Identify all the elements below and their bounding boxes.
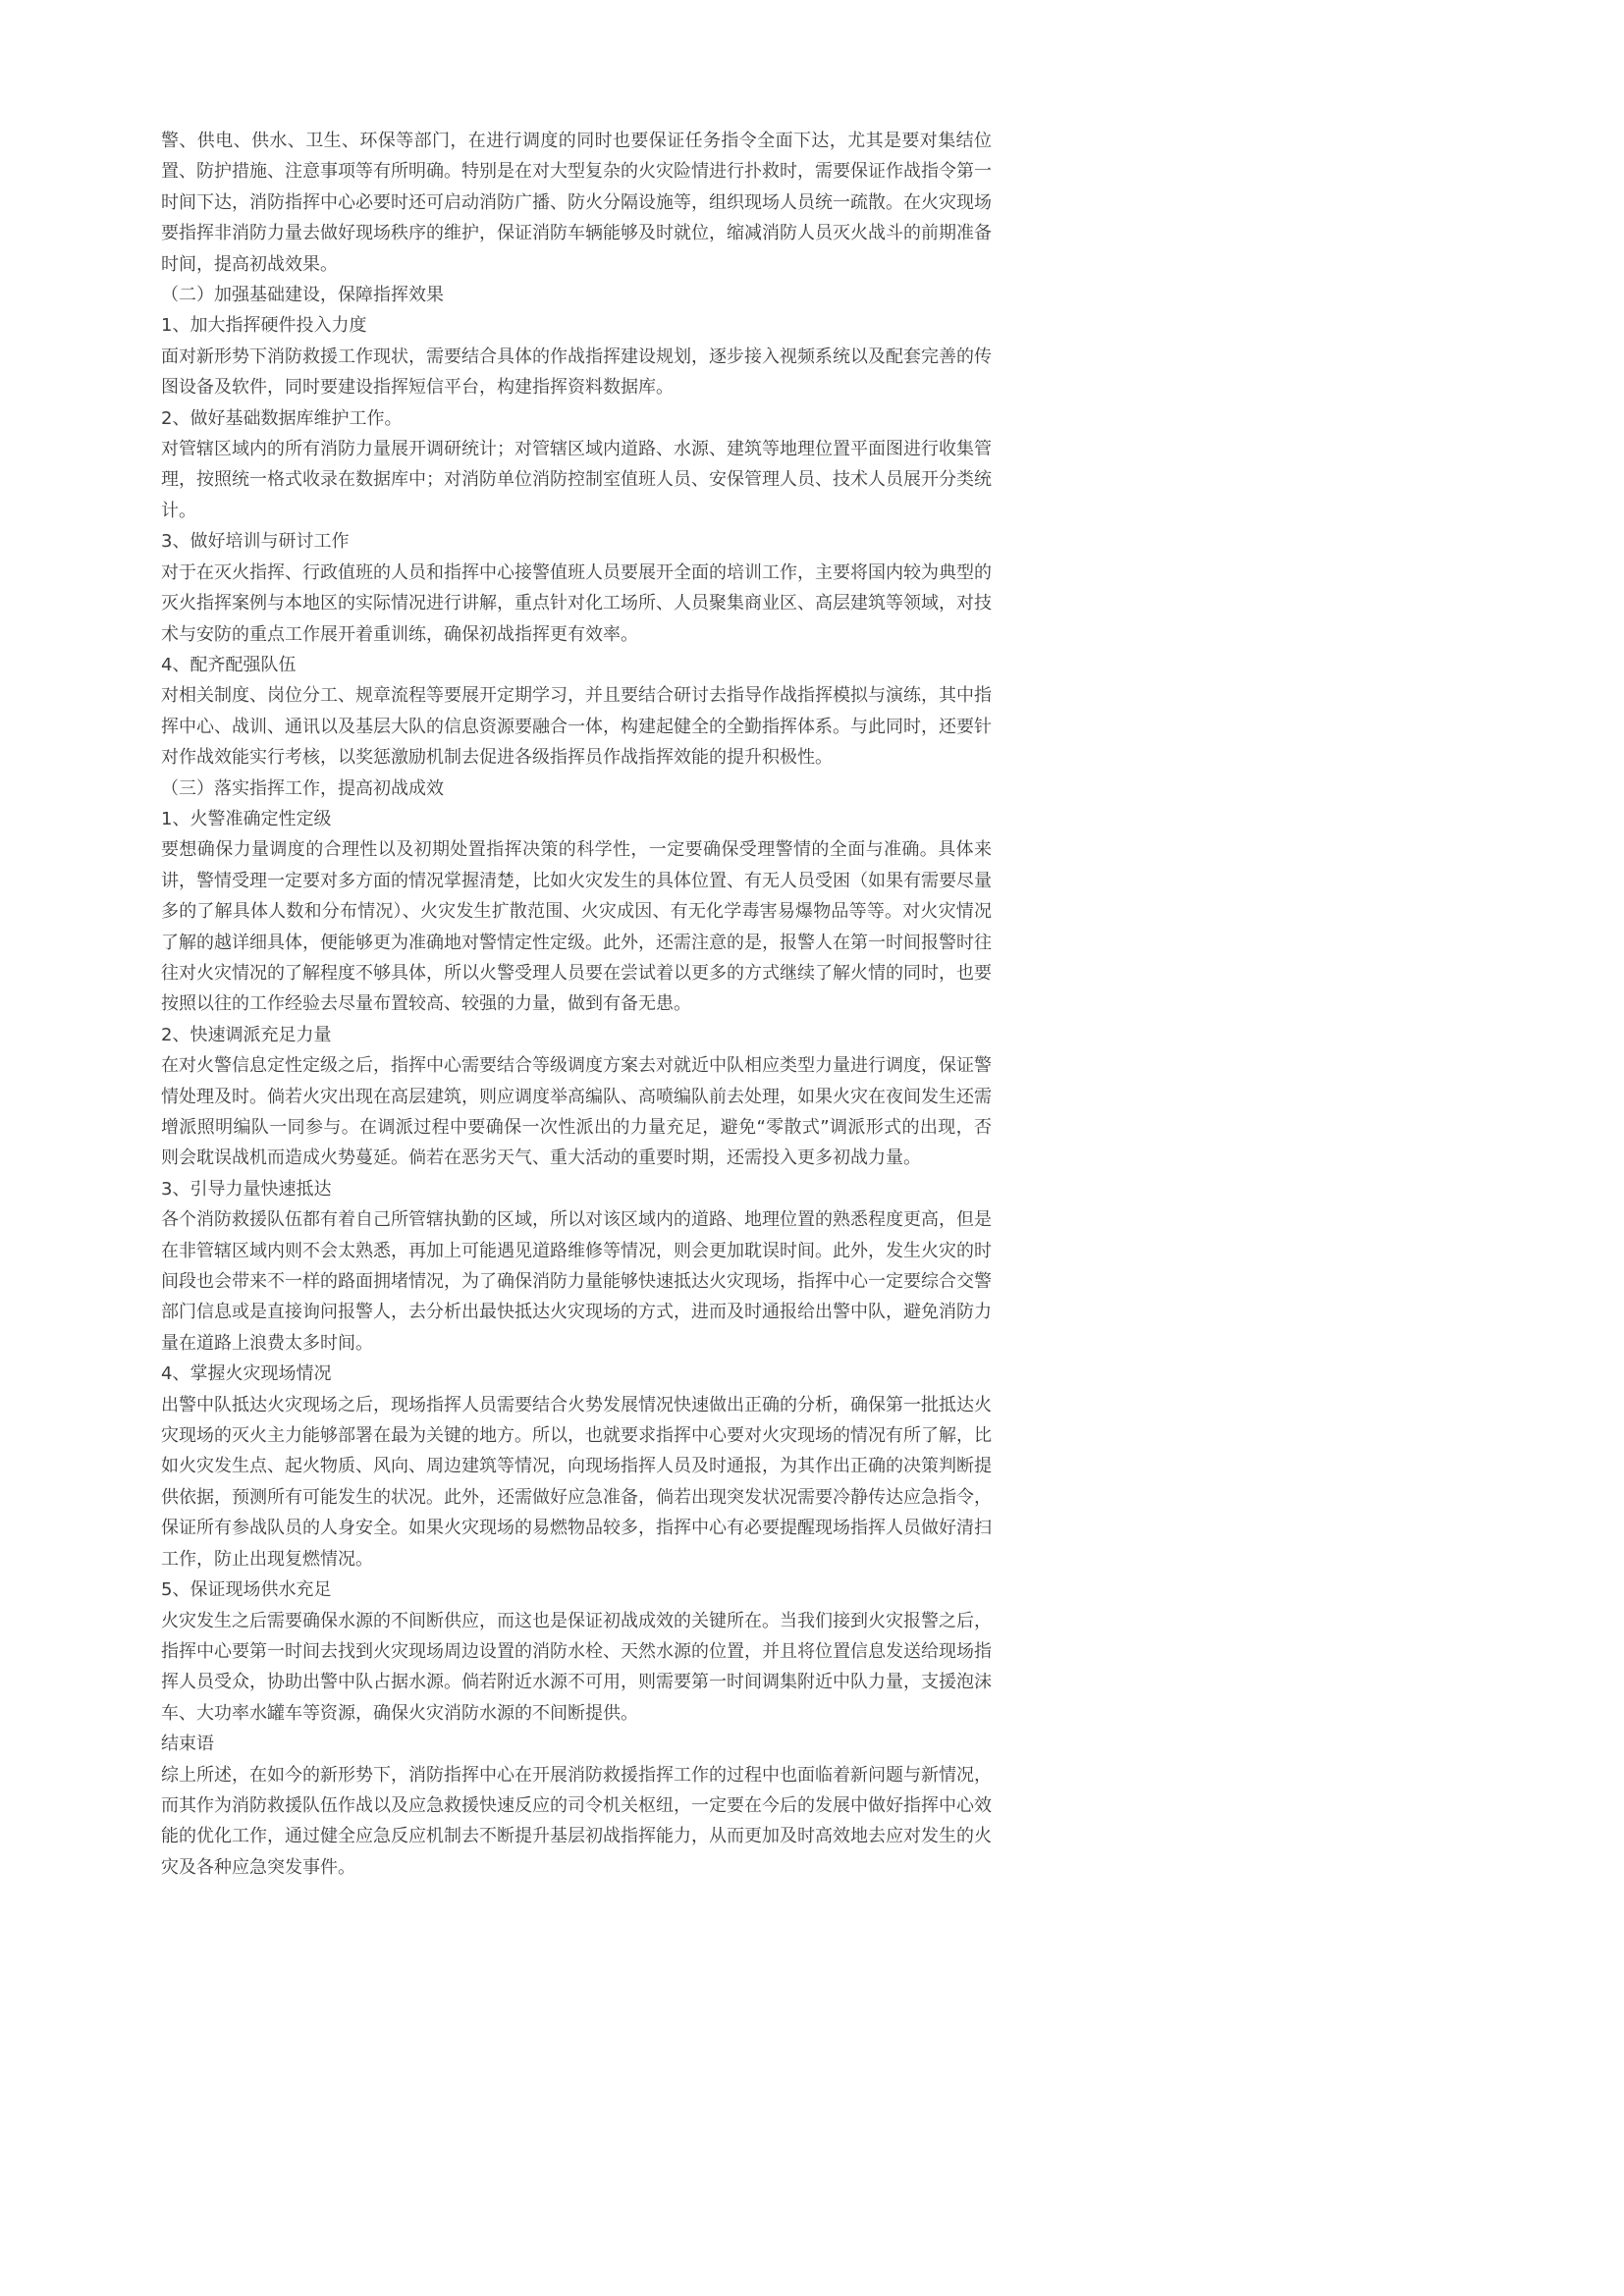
section-heading: （二）加强基础建设，保障指挥效果 [161,285,444,306]
body-paragraph: 面对新形势下消防救援工作现状，需要结合具体的作战指挥建设规划，逐步接入视频系统以及配套完善的传图设备及软件，同时要建设指挥短信平台，构建指挥资料数据库。 [161,346,992,399]
body-paragraph: 各个消防救援队伍都有着自己所管辖执勤的区域，所以对该区域内的道路、地理位置的熟悉程度更高，但是在非管辖区域内则不会太熟悉，再加上可能遇见道路维修等情况，则会更加耽误时间。此外，发生火灾的时间段也会带来不一样的路面拥堵情况，为了确保消防力量能够快速抵达火灾现场，指挥中心一定要综合交警部门信息或是直接询问报警人，去分析出最快抵达火灾现场的方式，进而及时通报给出警中队，避免消防力量在道路上浪费太多时间。 [161,1209,992,1354]
body-paragraph: 对于在灭火指挥、行政值班的人员和指挥中心接警值班人员要展开全面的培训工作，主要将国内较为典型的灭火指挥案例与本地区的实际情况进行讲解，重点针对化工场所、人员聚集商业区、高层建筑等领域，对技术与安防的重点工作展开着重训练，确保初战指挥更有效率。 [161,561,992,645]
sub-heading: 2、做好基础数据库维护工作。 [161,407,403,429]
sub-heading: 4、配齐配强队伍 [161,654,297,675]
body-paragraph: 在对火警信息定性定级之后，指挥中心需要结合等级调度方案去对就近中队相应类型力量进行调度，保证警情处理及时。倘若火灾出现在高层建筑，则应调度举高编队、高喷编队前去处理，如果火灾在夜间发生还需增派照明编队一同参与。在调派过程中要确保一次性派出的力量充足，避免“零散式”调派形式的出现，否则会耽误战机而造成火势蔓延。倘若在恶劣天气、重大活动的重要时期，还需投入更多初战力量。 [161,1055,992,1169]
closing-heading: 结束语 [161,1734,214,1755]
body-paragraph: 对相关制度、岗位分工、规章流程等要展开定期学习，并且要结合研讨去指导作战指挥模拟与演练，其中指挥中心、战训、通讯以及基层大队的信息资源要融合一体，构建起健全的全勤指挥体系。与此同时，还要针对作战效能实行考核，以奖惩激励机制去促进各级指挥员作战指挥效能的提升积极性。 [161,685,992,769]
sub-heading: 5、保证现场供水充足 [161,1579,332,1601]
body-paragraph: 要想确保力量调度的合理性以及初期处置指挥决策的科学性，一定要确保受理警情的全面与准确。具体来讲，警情受理一定要对多方面的情况掌握清楚，比如火灾发生的具体位置、有无人员受困（如果有需要尽量多的了解具体人数和分布情况）、火灾发生扩散范围、火灾成因、有无化学毒害易爆物品等等。对火灾情况了解的越详细具体，便能够更为准确地对警情定性定级。此外，还需注意的是，报警人在第一时间报警时往往对火灾情况的了解程度不够具体，所以火警受理人员要在尝试着以更多的方式继续了解火情的同时，也要按照以往的工作经验去尽量布置较高、较强的力量，做到有备无患。 [161,839,992,1015]
sub-heading: 2、快速调派充足力量 [161,1024,332,1045]
body-paragraph: 对管辖区域内的所有消防力量展开调研统计；对管辖区域内道路、水源、建筑等地理位置平面图进行收集管理，按照统一格式收录在数据库中；对消防单位消防控制室值班人员、安保管理人员、技术人员展开分类统计。 [161,439,992,521]
body-paragraph: 警、供电、供水、卫生、环保等部门，在进行调度的同时也要保证任务指令全面下达，尤其是要对集结位置、防护措施、注意事项等有所明确。特别是在对大型复杂的火灾险情进行扑救时，需要保证作战指令第一时间下达，消防指挥中心必要时还可启动消防广播、防火分隔设施等，组织现场人员统一疏散。在火灾现场要指挥非消防力量去做好现场秩序的维护，保证消防车辆能够及时就位，缩减消防人员灭火战斗的前期准备时间，提高初战效果。 [161,131,992,275]
document-body [161,126,992,1883]
sub-heading: 1、加大指挥硬件投入力度 [161,315,367,337]
sub-heading: 1、火警准确定性定级 [161,808,332,829]
sub-heading: 4、掌握火灾现场情况 [161,1363,332,1385]
sub-heading: 3、引导力量快速抵达 [161,1178,332,1200]
body-paragraph: 出警中队抵达火灾现场之后，现场指挥人员需要结合火势发展情况快速做出正确的分析，确保第一批抵达火灾现场的灭火主力能够部署在最为关键的地方。所以，也就要求指挥中心要对火灾现场的情况有所了解，比如火灾发生点、起火物质、风向、周边建筑等情况，向现场指挥人员及时通报，为其作出正确的决策判断提供依据，预测所有可能发生的状况。此外，还需做好应急准备，倘若出现突发状况需要冷静传达应急指令，保证所有参战队员的人身安全。如果火灾现场的易燃物品较多，指挥中心有必要提醒现场指挥人员做好清扫工作，防止出现复燃情况。 [161,1394,992,1570]
body-paragraph: 火灾发生之后需要确保水源的不间断供应，而这也是保证初战成效的关键所在。当我们接到火灾报警之后，指挥中心要第一时间去找到火灾现场周边设置的消防水栓、天然水源的位置，并且将位置信息发送给现场指挥人员受众，协助出警中队占据水源。倘若附近水源不可用，则需要第一时间调集附近中队力量，支援泡沫车、大功率水罐车等资源，确保火灾消防水源的不间断提供。 [161,1610,992,1724]
sub-heading: 3、做好培训与研讨工作 [161,531,350,553]
body-paragraph: 综上所述，在如今的新形势下，消防指挥中心在开展消防救援指挥工作的过程中也面临着新问题与新情况，而其作为消防救援队伍作战以及应急救援快速反应的司令机关枢纽，一定要在今后的发展中做好指挥中心效能的优化工作，通过健全应急反应机制去不断提升基层初战指挥能力，从而更加及时高效地去应对发生的火灾及各种应急突发事件。 [161,1764,992,1878]
section-heading: （三）落实指挥工作，提高初战成效 [161,777,444,799]
